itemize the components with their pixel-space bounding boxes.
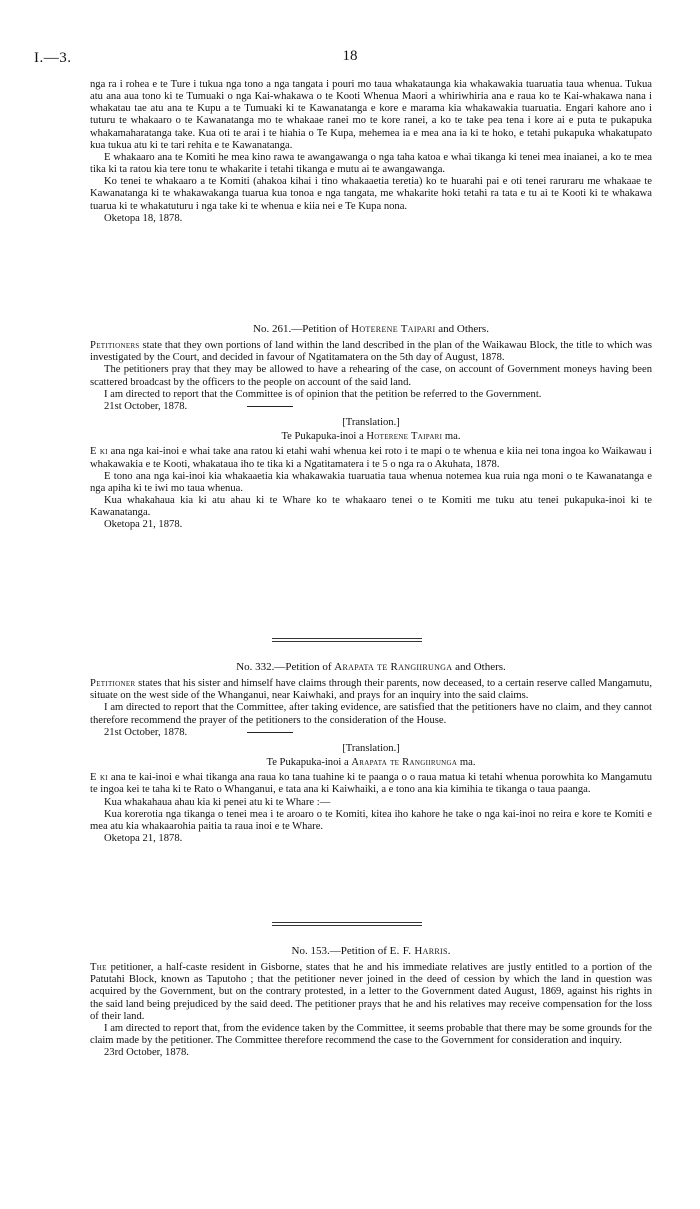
petitioner-name: Hoterene Taipari	[366, 431, 443, 443]
petition-title	[90, 323, 652, 335]
title-suffix: ma.	[442, 431, 461, 443]
translation-title	[90, 431, 652, 443]
paragraph-text: states that his sister and himself have claims through their parents, now deceased, to a certain reserve called Mangamutu, situate on the west side of the Whanganui, near Kaiwhaki, and prays for an inquiry into the said claims.	[90, 678, 652, 702]
translation-paragraph: Kua korerotia nga tikanga o tenei mea i te aroaro o te Komiti, kitea iho kahore he take o nga kai-inoi no reira e kore te Komiti e mea atu kia whakaarohia paitia ta raua inoi e te Whare.	[90, 808, 652, 832]
short-rule	[247, 732, 293, 733]
section-divider	[272, 638, 422, 639]
report-paragraph: I am directed to report that the Committee, after taking evidence, are satisfied that the petitioners have no claim, and they cannot therefore recommend the prayer of the petitioners to the consideration of the House.	[90, 702, 652, 726]
petitioner-name: Hoterene Taipari	[351, 323, 436, 335]
lead-word: E ki	[90, 772, 108, 784]
intro-section	[90, 79, 652, 225]
lead-word: Petitioners	[90, 340, 140, 352]
title-suffix: and Others.	[435, 323, 489, 335]
petition-paragraph	[90, 340, 652, 364]
page-number: 18	[342, 48, 358, 64]
translation-paragraph: Kua whakahaua ahau kia ki penei atu ki te Whare :—	[104, 796, 331, 808]
intro-paragraph: Ko tenei te whakaaro a te Komiti (ahakoa kihai i tino whakaaetia teretia) ko te huarahi pai e oti tenei raruraru me whakaae te Kawanatanga ki te whakawakanga tuarua kua tonoa e nga tangata, me whakarite hoki tetahi ra tata e tu ai te Kooti ki te whakawa tuarua ki te whakatuturu i nga take ki te whenua e kiia nei e Te Kupa nona.	[90, 176, 652, 212]
petition-title	[90, 945, 652, 957]
date-text: 21st October, 1878.	[104, 400, 188, 412]
document-reference: I.—3.	[34, 50, 72, 66]
petition-date	[90, 727, 652, 739]
translation-paragraph	[90, 446, 652, 470]
petition-paragraph	[90, 678, 652, 702]
translation-paragraph: Kua whakahaua kia ki atu ahau ki te Whare ko te whakaaro tenei o te Komiti me tuku atu tenei pukapuka-inoi ki te Kawanatanga.	[90, 495, 652, 519]
petition-paragraph: The petitioners pray that they may be allowed to have a rehearing of the case, on account of Government moneys having been scattered broadcast by the officers to the people on account of the said land.	[90, 364, 652, 388]
petition-title	[90, 661, 652, 673]
petition-paragraph	[90, 962, 652, 1023]
intro-date: Oketopa 18, 1878.	[104, 212, 183, 224]
section-divider	[272, 922, 422, 923]
petition-date: 23rd October, 1878.	[104, 1047, 189, 1059]
title-prefix: No. 261.—Petition of	[253, 323, 352, 335]
paragraph-text: ana te kai-inoi e whai tikanga ana raua ko tana tuahine ki te paanga o o raua matua ki tetahi whenua porowhita ko Mangamutu te ingoa kei te taha ki te Rato o Whanganui, e tata ana ki Kaiwhaiki, a e tono ana kia kimihia te tikanga o taua paanga.	[90, 772, 652, 796]
title-suffix: and Others.	[452, 661, 506, 673]
translation-paragraph: E tono ana nga kai-inoi kia whakaaetia kia whakawakia tuaruatia taua whenua notemea kua ruia nga moni o te Kawanatanga e nga apiha ki te iwi mo taua whenua.	[90, 470, 652, 494]
petitioner-name: Arapata te Rangiirunga	[334, 661, 453, 673]
petitioner-name: E. F. Harris	[389, 945, 448, 957]
translation-date: Oketopa 21, 1878.	[104, 519, 183, 531]
lead-word: E ki	[90, 446, 108, 458]
lead-word: Petitioner	[90, 678, 136, 690]
petition-153-section	[90, 945, 652, 1059]
petitioner-name: Arapata te Rangiirunga	[351, 757, 458, 769]
report-paragraph: I am directed to report that, from the evidence taken by the Committee, it seems probable that there may be some grounds for the claim made by the petitioner. The Committee therefore recommend the case to the Government for consideration and inquiry.	[90, 1022, 652, 1047]
lead-word: The	[90, 962, 107, 974]
petition-332-section	[90, 661, 652, 845]
paragraph-text: ana nga kai-inoi e whai take ana ratou ki etahi wahi whenua kei roto i te mapi o te whenua e kiia nei tona ingoa ko Waikawau i whakawakia e te Kooti, whakataua iho te tika ki a Ngatitamatera i te 5 o nga ra o Akuhata, 1878.	[90, 446, 652, 470]
petition-261-section	[90, 323, 652, 532]
paragraph-text: petitioner, a half-caste resident in Gisborne, states that he and his immediate relatives are justly entitled to a portion of the Patutahi Block, known as Taputoho ; that the petitioner never joined in the deed of cession by which the land in question was acquired by the Government, but on the contrary protested, in a letter to the Government dated August, 1869, against his rights in the said land being prejudiced by the said deed. The petitioner prays that he and his relatives may receive compensation for the loss of their land.	[90, 962, 652, 1022]
title-prefix: No. 153.—Petition of	[291, 945, 390, 957]
paragraph-text: state that they own portions of land within the land described in the plan of the Waikawau Block, the title to which was investigated by the Court, and decided in favour of Ngatitamatera on the 5th day of August, 1878.	[90, 340, 652, 364]
title-suffix: .	[447, 945, 451, 957]
intro-paragraph: E whakaaro ana te Komiti he mea kino rawa te awangawanga o nga taha katoa e whai tikanga ki tenei mea inaianei, a ko te mea tika ki ta ratou kia tere tonu te whakarite i tetahi tikanga e mutu ai te awangawanga.	[90, 151, 652, 176]
title-prefix: Te Pukapuka-inoi a	[281, 431, 367, 443]
intro-paragraph: nga ra i rohea e te Ture i tukua nga tono a nga tangata i pouri mo taua whakataunga kia whakawakia tuaruatia taua whenua. Tukua atu ana aua tono ki te Tumuaki o nga Kai-whakawa o te Kooti Whenua Maori a whiriwhiria ana e raua ko te Kai-whakawa nana i whakatau tae atu ana te Kupu a te Tumuaki ki te Kawanatanga e kore e marama kia whakawakia tuaruatia. Engari kahore ano i tuturu te whakaaro o te Kawanatanga mo te whakaae ranei mo te kore ranei, a ko te take pea tena i kore ai e puta te pukapuka whakamaharatanga take. Kua oti te arai i te hiahia o Te Kupa, mehemea ia e mea ana ia ki te hoko, e tetahi pukapuka whakatupato kua tukua atu ki te tari rehita e te Kawanatanga.	[90, 79, 652, 151]
short-rule	[247, 406, 293, 407]
report-paragraph: I am directed to report that the Committee is of opinion that the petition be referred to the Government.	[104, 388, 542, 400]
translation-date: Oketopa 21, 1878.	[104, 833, 183, 845]
title-prefix: No. 332.—Petition of	[236, 661, 335, 673]
translation-paragraph	[90, 772, 652, 796]
title-suffix: ma.	[457, 757, 476, 769]
date-text: 21st October, 1878.	[104, 726, 188, 738]
translation-title	[90, 757, 652, 769]
petition-date	[90, 401, 652, 413]
translation-label: [Translation.]	[342, 417, 400, 429]
title-prefix: Te Pukapuka-inoi a	[266, 757, 352, 769]
translation-label: [Translation.]	[342, 742, 400, 754]
